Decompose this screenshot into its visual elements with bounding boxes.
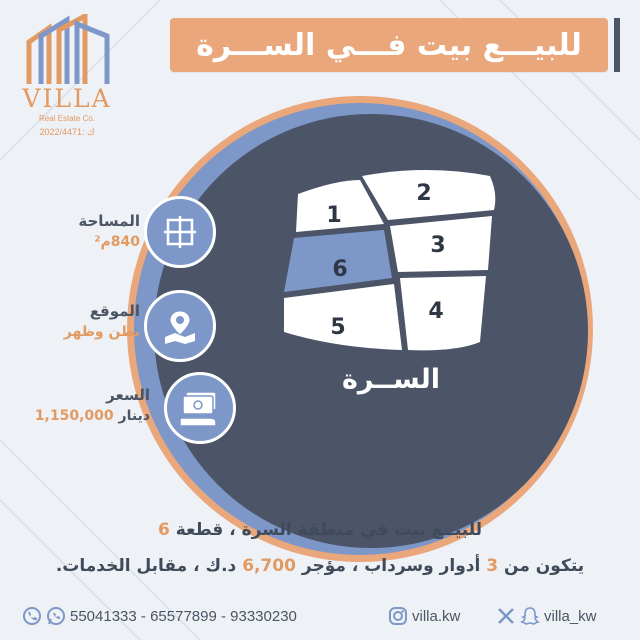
description-text-2c: د.ك ، مقابل الخدمات. [55, 556, 237, 576]
snapchat-icon [520, 606, 540, 626]
description-text-1: للبيــع بيت في منطقة السرة ، قطعة [175, 520, 483, 540]
whatsapp-icon [46, 606, 66, 626]
instagram-icon [388, 606, 408, 626]
instagram-handle[interactable]: villa.kw [412, 607, 461, 625]
description-text-2a: يتكون من [504, 556, 585, 576]
plot-1-label: 1 [326, 203, 342, 228]
plot-6-label: 6 [332, 257, 348, 282]
description-line-1 [20, 520, 620, 540]
price-unit: دينار [118, 408, 150, 424]
description-line-2 [20, 556, 620, 576]
building-logo-icon [19, 14, 115, 86]
plot-5-label: 5 [330, 315, 346, 340]
instagram-group [388, 606, 460, 626]
floors-number: 3 [486, 556, 499, 576]
banner-accent-bar [614, 18, 620, 72]
area-label: المساحة [78, 212, 140, 230]
logo-tagline: Real Estate Co. [38, 114, 96, 123]
area-grid-icon [162, 214, 198, 250]
plot-2-label: 2 [416, 181, 432, 206]
phone-numbers[interactable]: 55041333 - 65577899 - 93330230 [70, 607, 297, 625]
rent-number: 6,700 [242, 556, 296, 576]
x-icon [496, 606, 516, 626]
area-name-label: الســرة [341, 364, 441, 395]
location-badge [144, 290, 216, 362]
page-title: للبيـــع بيت فـــي الســـرة [196, 27, 582, 63]
plot-number: 6 [157, 520, 170, 540]
title-banner [170, 18, 608, 72]
money-icon [178, 388, 222, 428]
price-label: السعر [106, 386, 150, 404]
price-number: 1,150,000 [34, 408, 114, 424]
price-badge [164, 372, 236, 444]
plot-map [276, 166, 502, 356]
location-label: الموقع [89, 302, 140, 320]
logo-name: VILLA [22, 84, 112, 113]
price-value [10, 408, 150, 424]
villa-logo [12, 14, 122, 138]
plot-4-label: 4 [428, 299, 444, 324]
license-number: ك :2022/4471 [39, 127, 95, 137]
area-badge [144, 196, 216, 268]
description-text-2b: أدوار وسرداب ، مؤجر [301, 556, 481, 576]
phone-icon [22, 606, 42, 626]
map-pin-icon [161, 307, 199, 345]
area-value: 840م² [94, 234, 140, 250]
x-snapchat-handle[interactable]: villa_kw [544, 607, 597, 625]
plot-3-label: 3 [430, 233, 446, 258]
contact-footer [0, 596, 640, 640]
phones-group [22, 606, 297, 626]
x-snapchat-group [496, 606, 597, 626]
location-value: بطن وظهر [63, 324, 140, 340]
